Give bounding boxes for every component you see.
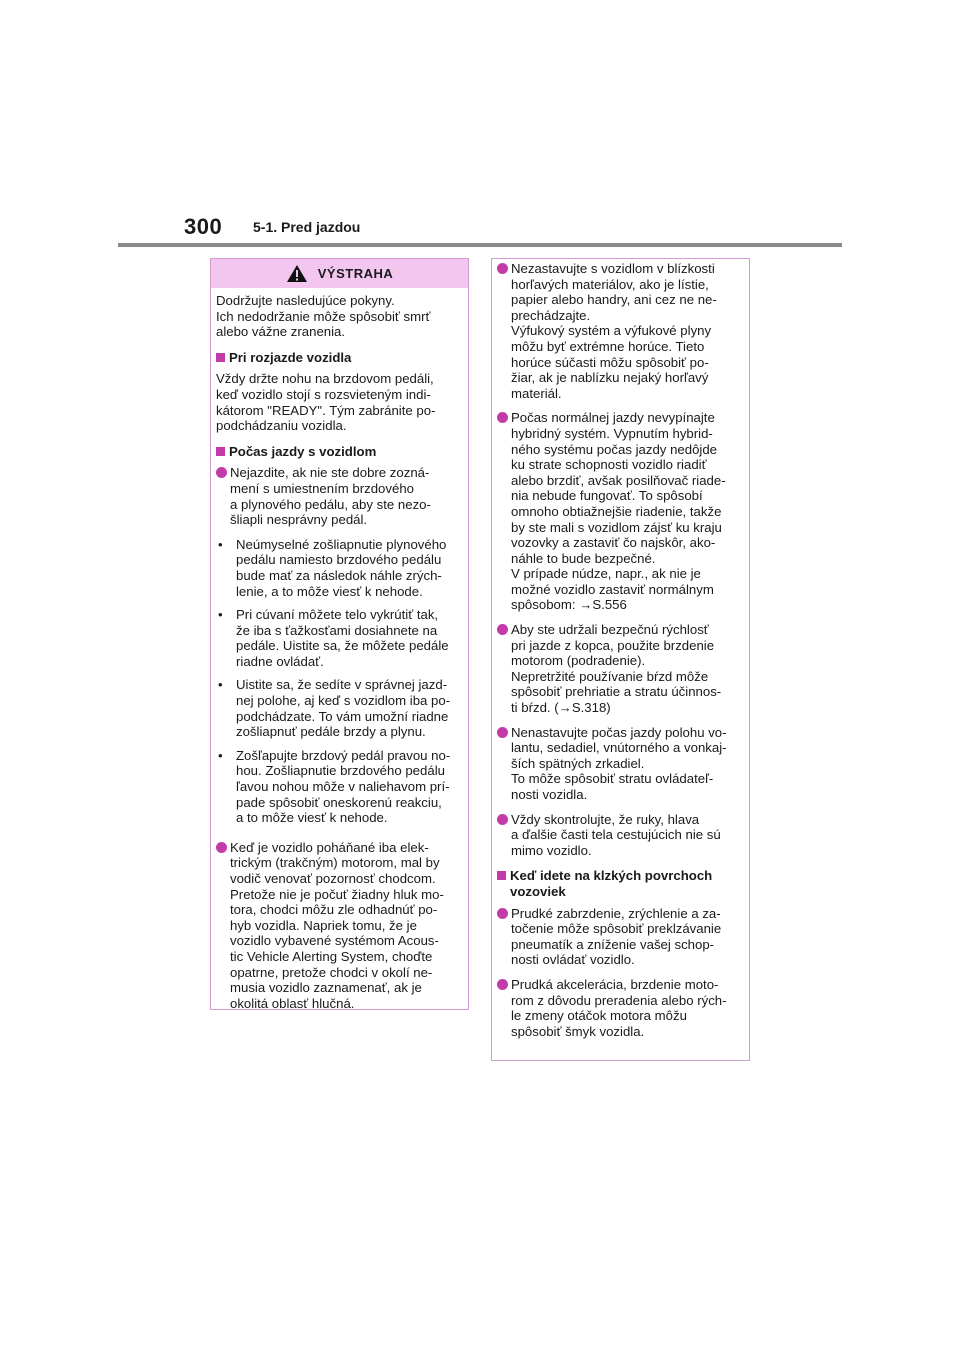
circle-bullet-icon <box>497 624 508 635</box>
heading-slippery-roads <box>497 868 744 899</box>
circle-bullet-icon <box>216 842 227 853</box>
text-line: musia vozidlo zaznamenať, ak je <box>230 980 422 996</box>
text-line: Prudké zabrzdenie, zrýchlenie a za- <box>511 905 721 921</box>
text-line: Počas normálnej jazdy nevypínajte <box>511 410 715 426</box>
text-line: hyb vozidla. Napriek tomu, že je <box>230 917 417 933</box>
text-line: riadne ovládať. <box>236 653 324 669</box>
text-line: horľavých materiálov, ako je lístie, <box>511 276 709 292</box>
text-line: Výfukový systém a výfukové plyny <box>511 323 712 339</box>
text-line: To môže spôsobiť stratu ovládateľ- <box>511 771 714 787</box>
text-line: ších spätných zrkadiel. <box>511 755 645 771</box>
text-line: pade spôsobiť oneskorenú reakciu, <box>236 794 442 810</box>
list-item <box>497 977 744 1039</box>
text-line: Aby ste udržali bezpečnú rýchlosť <box>511 622 709 638</box>
text-line: Pri cúvaní môžete telo vykrútiť tak, <box>236 607 439 623</box>
text-line: le zmeny otáčok motora môžu <box>511 1008 687 1024</box>
bullet-icon: • <box>218 607 223 623</box>
text-line: a plynového pedálu, aby ste nezo- <box>230 496 431 512</box>
text-line: hou. Zošliapnutie brzdového pedálu <box>236 763 445 779</box>
circle-bullet-icon <box>497 263 508 274</box>
square-bullet-icon <box>216 353 225 362</box>
text-line: ku strate schopnosti vozidlo riadiť <box>511 457 707 473</box>
text-line: tora, chodci môžu zle odhadnúť po- <box>230 902 438 918</box>
text-line: materiál. <box>511 385 562 401</box>
text-line: nosti ovládať vozidlo. <box>511 952 635 968</box>
text-line: a to môže viesť k nehode. <box>236 810 388 826</box>
circle-bullet-icon <box>497 727 508 738</box>
text-line: opatrne, pretože chodci v okolí ne- <box>230 964 433 980</box>
circle-bullet-icon <box>497 814 508 825</box>
square-bullet-icon <box>497 871 506 880</box>
text-line: horúce súčasti môžu spôsobiť po- <box>511 354 709 370</box>
circle-bullet-icon <box>216 467 227 478</box>
list-item <box>497 622 744 716</box>
text-line: omnoho obtiažnejšie riadenie, takže <box>511 503 722 519</box>
text-line: keď vozidlo stojí s rozsvieteným indi- <box>216 386 431 402</box>
text-line: vodič venovať pozornosť chodcom. <box>230 871 436 886</box>
text-line: bude mať za následok náhle zrých- <box>236 567 442 583</box>
text-line: náhle to bude bezpečné. <box>511 550 656 566</box>
text-line: alebo vážne zranenia. <box>216 324 346 340</box>
list-item <box>497 410 744 613</box>
text-line: zošliapnuť pedále brzdy a plynu. <box>236 724 426 740</box>
header-divider <box>118 243 842 247</box>
warning-box-header <box>211 259 468 288</box>
text-line: Vždy skontrolujte, že ruky, hlava <box>511 811 700 827</box>
text-line: pedálu namiesto brzdového pedálu <box>236 552 442 568</box>
text-line: kátorom "READY". Tým zabránite po- <box>216 402 436 418</box>
text-line: ti bŕzd. (→S.318) <box>511 700 611 716</box>
circle-bullet-icon <box>497 979 508 990</box>
text-line: by ste mali s vozidlom zájsť ku kraju <box>511 519 722 535</box>
text-line: že iba s ťažkosťami dosiahnete na <box>236 622 438 638</box>
text-line: lenie, a to môže viesť k nehode. <box>236 583 423 599</box>
text-line: prechádzajte. <box>511 307 591 323</box>
text-line: vozovky a zastaviť čo najskôr, ako- <box>511 535 716 551</box>
text-line: pneumatík a zníženie vašej schop- <box>511 936 715 952</box>
text-line: Ich nedodržanie môže spôsobiť smrť <box>216 308 431 324</box>
sub-list-item <box>217 677 463 739</box>
section-title: 5-1. Pred jazdou <box>253 219 361 235</box>
text-line: Keď idete na klzkých povrchoch <box>510 868 713 884</box>
sub-list-item <box>217 748 463 826</box>
list-item <box>497 812 744 859</box>
text-line: vozidlo vybavené systémom Acous- <box>230 933 439 949</box>
warning-triangle-icon <box>286 264 308 283</box>
page-number: 300 <box>184 214 223 239</box>
text-line: spôsobiť prehriatie a stratu účinnos- <box>511 684 722 700</box>
text-line: môžu byť extrémne horúce. Tieto <box>511 338 705 354</box>
text-line: papier alebo handry, ani cez ne ne- <box>511 292 717 308</box>
text-line: Prudká akcelerácia, brzdenie moto- <box>511 976 719 992</box>
text-line: mení s umiestnením brzdového <box>230 480 414 496</box>
list-item <box>216 840 463 1012</box>
text-line: spôsobom: →S.556 <box>511 597 627 613</box>
text-line: pri jazde z kopca, použite brzdenie <box>511 637 715 653</box>
square-bullet-icon <box>216 447 225 456</box>
text-line: Pretože nie je počuť žiadny hluk mo- <box>230 886 444 902</box>
circle-bullet-icon <box>497 908 508 919</box>
text-line: podchádzate. To vám umožní riadne <box>236 708 449 724</box>
text-line: a ďalšie časti tela cestujúcich nie sú <box>511 827 721 843</box>
text-line: alebo brzdiť, avšak posilňovač riade- <box>511 472 726 488</box>
warning-box-left <box>210 258 469 1010</box>
warning-title: VÝSTRAHA <box>317 266 394 281</box>
text-line: okolitá oblasť hlučná. <box>230 995 355 1011</box>
heading-starting: Pri rozjazde vozidla <box>216 350 463 366</box>
text-line: nosti vozidla. <box>511 787 588 802</box>
text-line: Nepretržité používanie bŕzd môže <box>511 668 709 684</box>
text-line: ného systému počas jazdy nedôjde <box>511 441 718 457</box>
text-line: možné vozidlo zastaviť normálnym <box>511 581 714 597</box>
text-line: šliapli nesprávny pedál. <box>230 512 368 528</box>
warning-box-right <box>491 258 750 1061</box>
text-line: nej polohe, aj keď s vozidlom iba po- <box>236 693 451 709</box>
paragraph-brake-ready <box>216 371 463 433</box>
warning-intro <box>216 293 463 340</box>
text-line: ľavou nohou môže v naliehavom prí- <box>236 779 450 795</box>
text-line: žiar, ak je nablízku nejaký horľavý <box>511 370 709 386</box>
text-line: lantu, sedadiel, vnútorného a vonkaj- <box>511 740 727 756</box>
text-line: Neúmyselné zošliapnutie plynového <box>236 536 447 552</box>
text-line: Nezastavujte s vozidlom v blízkosti <box>511 261 715 276</box>
text-line: nia nebude fungovať. To spôsobí <box>511 488 703 504</box>
text-line: trickým (trakčným) motorom, mal by <box>230 855 440 871</box>
text-line: Keď je vozidlo poháňané iba elek- <box>230 839 429 855</box>
text-line: mimo vozidlo. <box>511 842 592 858</box>
sub-list-item <box>217 537 463 599</box>
bullet-icon: • <box>218 677 223 693</box>
sub-list-item <box>217 607 463 669</box>
text-line: motorom (podradenie). <box>511 653 646 669</box>
text-line: V prípade núdze, napr., ak nie je <box>511 566 701 582</box>
text-line: Nenastavujte počas jazdy polohu vo- <box>511 724 727 740</box>
text-line: točenie môže spôsobiť preklzávanie <box>511 921 722 937</box>
text-line: Uistite sa, že sedíte v správnej jazd- <box>236 677 448 693</box>
list-item <box>497 261 744 401</box>
text-line: Dodržujte nasledujúce pokyny. <box>216 293 395 308</box>
text-line: Zošľapujte brzdový pedál pravou no- <box>236 747 451 763</box>
text-line: Nejazdite, ak nie ste dobre zozná- <box>230 465 430 481</box>
text-line: Vždy držte nohu na brzdovom pedáli, <box>216 371 434 387</box>
list-item <box>216 465 463 527</box>
text-line: spôsobiť šmyk vozidla. <box>511 1023 645 1039</box>
text-line: podchádzaniu vozidla. <box>216 418 347 434</box>
list-item <box>497 906 744 968</box>
text-line: hybridný systém. Vypnutím hybrid- <box>511 425 713 441</box>
text-line: rom z dôvodu preradenia alebo rých- <box>511 992 727 1008</box>
heading-driving: Počas jazdy s vozidlom <box>216 444 463 460</box>
text-line: pedále. Uistite sa, že môžete pedále <box>236 638 449 654</box>
text-line: tic Vehicle Alerting System, choďte <box>230 948 433 964</box>
text-line: vozoviek <box>510 883 566 899</box>
list-item <box>497 725 744 803</box>
bullet-icon: • <box>218 536 223 552</box>
bullet-icon: • <box>218 747 223 763</box>
circle-bullet-icon <box>497 412 508 423</box>
